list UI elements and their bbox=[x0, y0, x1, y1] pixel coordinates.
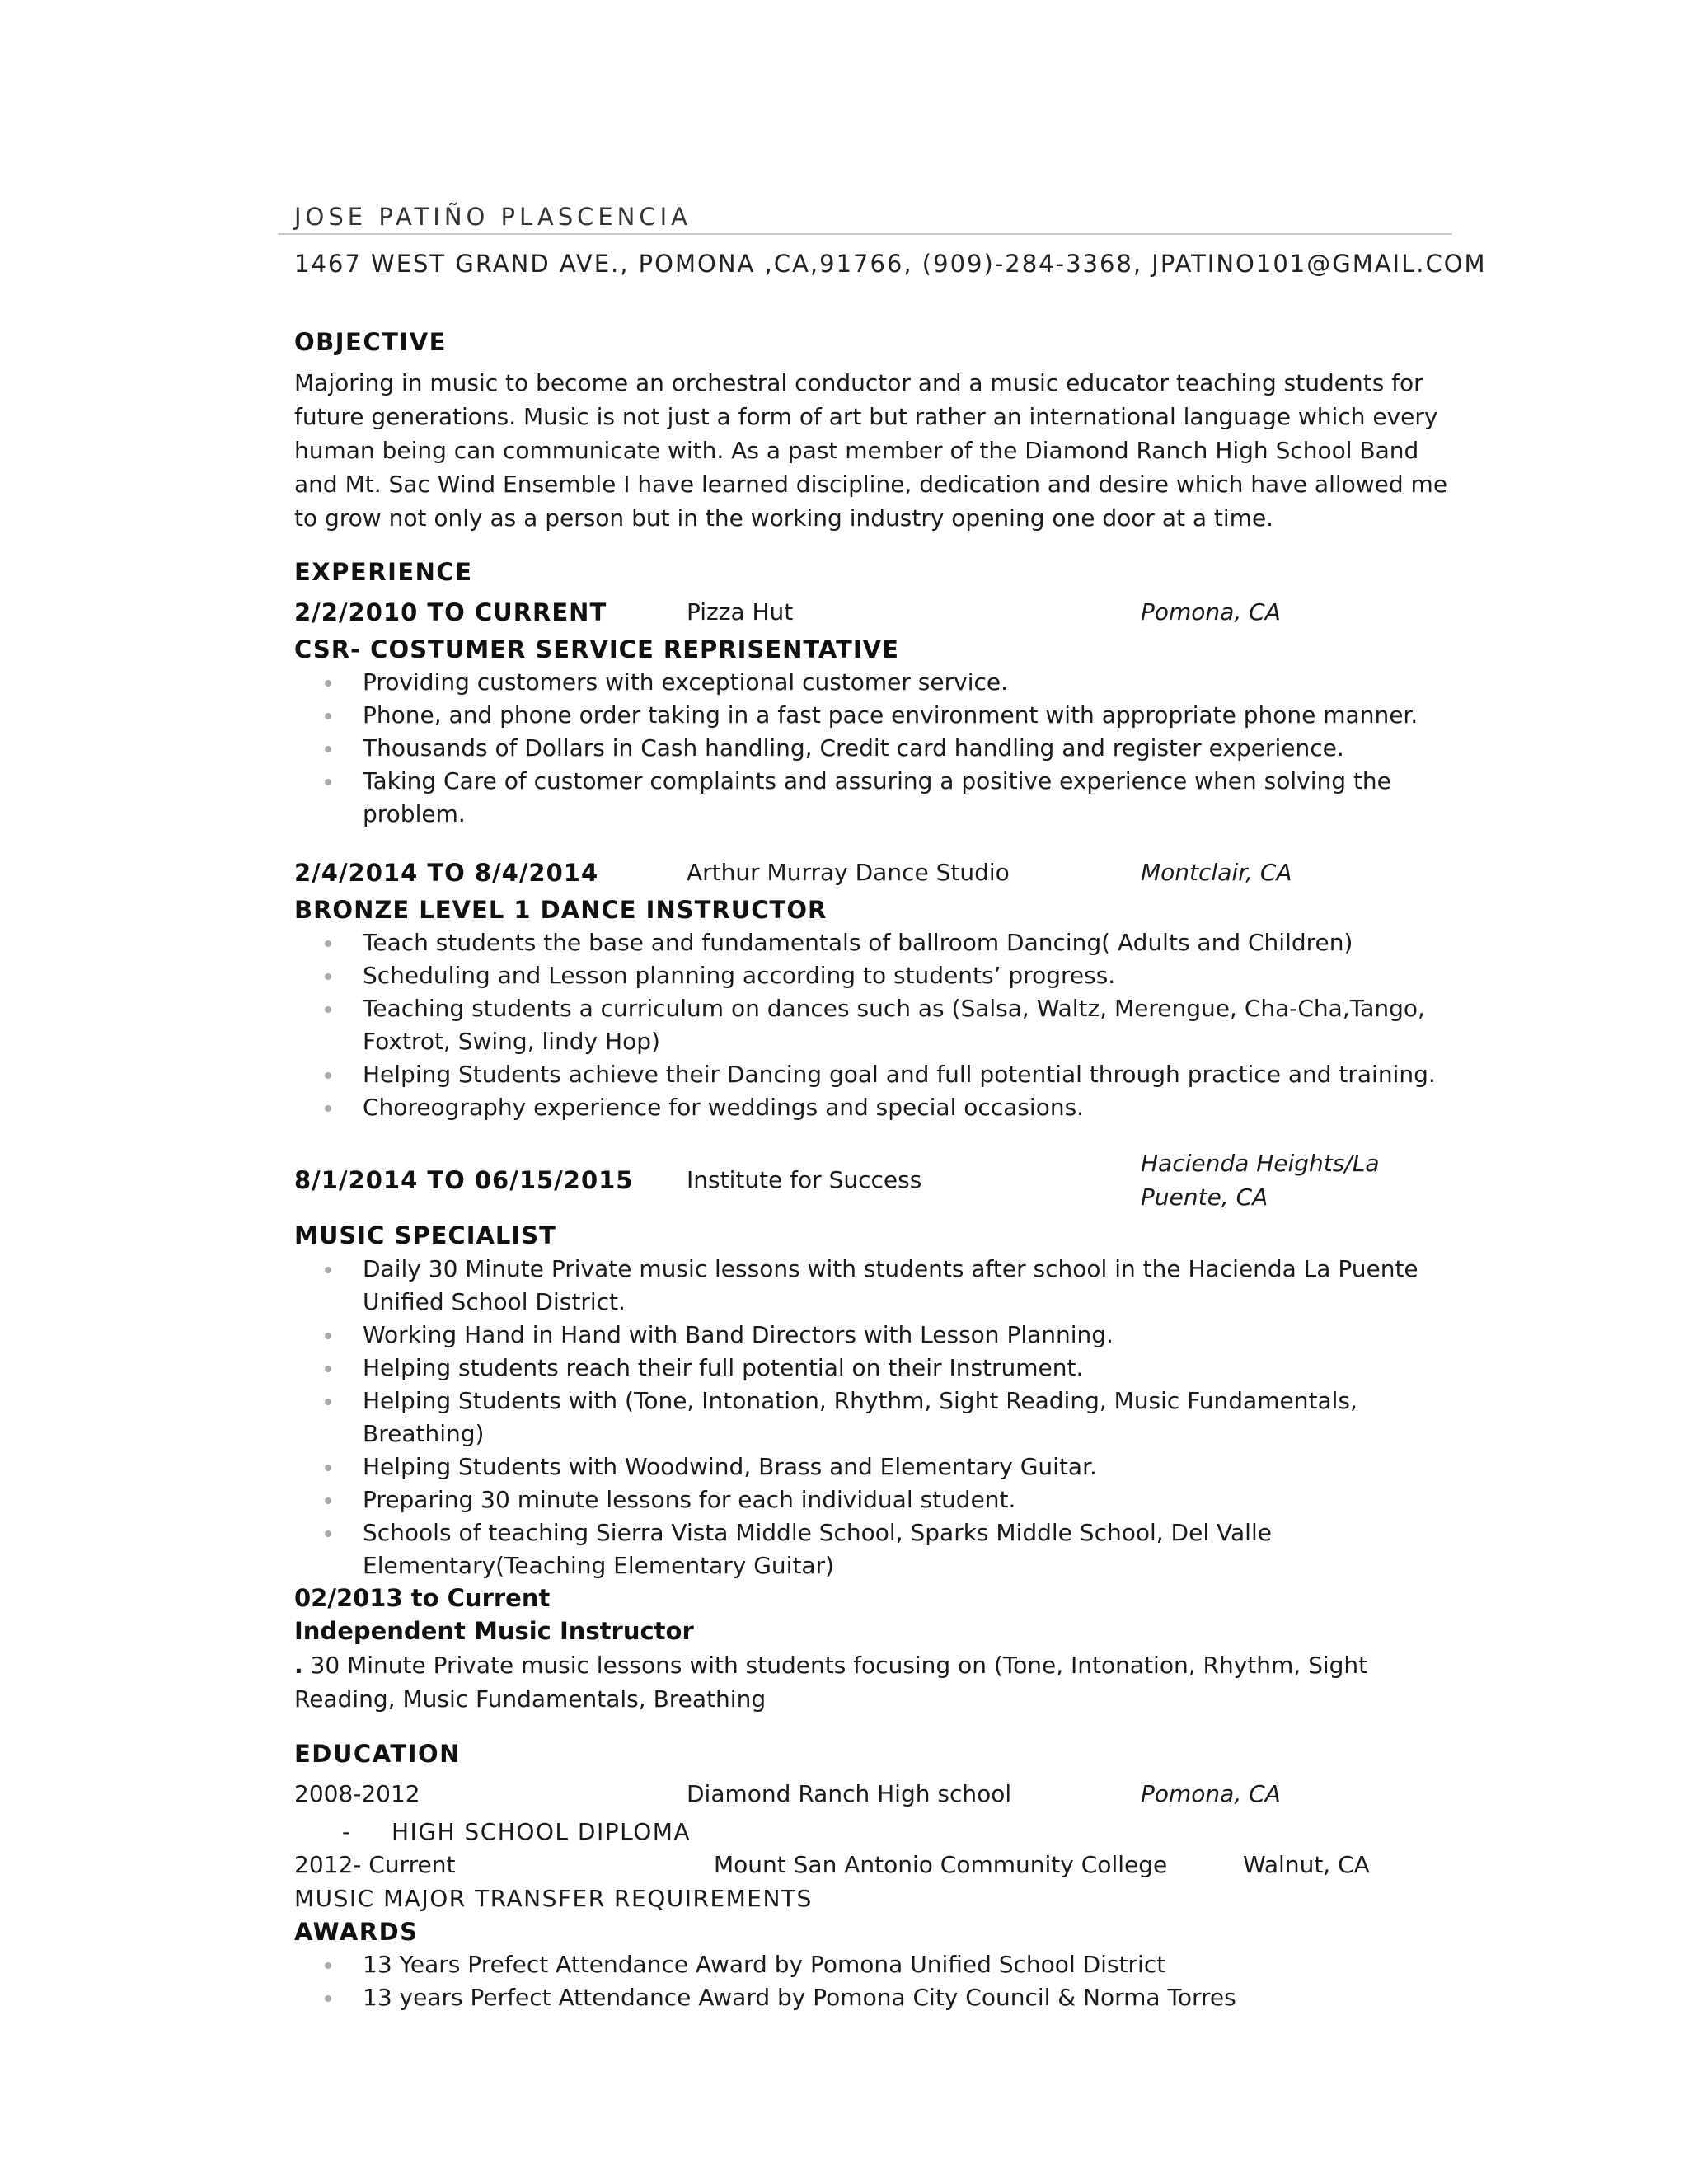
experience-heading: EXPERIENCE bbox=[294, 558, 473, 586]
bullet-icon bbox=[325, 1267, 331, 1273]
bullet-icon bbox=[325, 1530, 331, 1537]
list-item: Helping Students with (Tone, Intonation, Rhythm, Sight Reading, Music Fundamentals, Breathing) bbox=[294, 1385, 1434, 1451]
list-item: Helping Students achieve their Dancing goal and full potential through practice and training. bbox=[294, 1058, 1465, 1091]
bullet-icon bbox=[325, 973, 331, 980]
job-1-location: Pomona, CA bbox=[1141, 598, 1281, 626]
header-divider bbox=[278, 233, 1452, 235]
objective-heading: OBJECTIVE bbox=[294, 328, 447, 356]
list-item: Daily 30 Minute Private music lessons with students after school in the Hacienda La Puente Unified School District. bbox=[294, 1253, 1475, 1319]
bullet-icon bbox=[325, 1399, 331, 1405]
college-school: Mount San Antonio Community College bbox=[714, 1851, 1168, 1878]
bullet-icon bbox=[325, 680, 331, 687]
hs-dash: - bbox=[342, 1818, 351, 1845]
bullet-icon bbox=[325, 1333, 331, 1339]
job-1-title: CSR- COSTUMER SERVICE REPRISENTATIVE bbox=[294, 635, 899, 663]
job-3-company: Institute for Success bbox=[687, 1166, 922, 1193]
college-years: 2012- Current bbox=[294, 1851, 456, 1878]
list-item: Taking Care of customer complaints and assuring a positive experience when solving the problem. bbox=[294, 765, 1459, 831]
education-heading: EDUCATION bbox=[294, 1740, 461, 1768]
job-3-bullets bbox=[294, 1253, 1465, 1582]
hs-school: Diamond Ranch High school bbox=[687, 1780, 1012, 1807]
job-3-location-line1: Hacienda Heights/La bbox=[1141, 1150, 1380, 1177]
list-item: 13 years Perfect Attendance Award by Pomona City Council & Norma Torres bbox=[294, 1981, 1465, 2014]
list-item: Choreography experience for weddings and special occasions. bbox=[294, 1091, 1465, 1124]
job-2-company: Arthur Murray Dance Studio bbox=[687, 859, 1010, 886]
bullet-icon bbox=[325, 746, 331, 752]
independent-description: . 30 Minute Private music lessons with students focusing on (Tone, Intonation, Rhythm, Sight Reading, Music Fundamentals, Breathing bbox=[294, 1652, 1368, 1713]
bullet-icon bbox=[325, 1962, 331, 1969]
job-1-bullets bbox=[294, 666, 1465, 831]
job-2-dates: 2/4/2014 TO 8/4/2014 bbox=[294, 859, 599, 887]
job-3-location-line2: Puente, CA bbox=[1141, 1183, 1268, 1211]
bullet-icon bbox=[325, 940, 331, 947]
hs-years: 2008-2012 bbox=[294, 1780, 420, 1807]
bullet-icon bbox=[325, 1497, 331, 1504]
list-item: 13 Years Prefect Attendance Award by Pomona Unified School District bbox=[294, 1948, 1465, 1981]
list-item: Phone, and phone order taking in a fast pace environment with appropriate phone manner. bbox=[294, 699, 1465, 732]
list-item: Thousands of Dollars in Cash handling, Credit card handling and register experience. bbox=[294, 732, 1465, 765]
list-item: Working Hand in Hand with Band Directors with Lesson Planning. bbox=[294, 1319, 1465, 1352]
bullet-icon bbox=[325, 1366, 331, 1372]
job-3-title: MUSIC SPECIALIST bbox=[294, 1221, 556, 1249]
college-program: MUSIC MAJOR TRANSFER REQUIREMENTS bbox=[294, 1885, 813, 1912]
job-2-location: Montclair, CA bbox=[1141, 859, 1292, 886]
bullet-icon bbox=[325, 1105, 331, 1112]
list-item: Teach students the base and fundamentals of ballroom Dancing( Adults and Children) bbox=[294, 926, 1465, 959]
list-item: Helping students reach their full potential on their Instrument. bbox=[294, 1352, 1465, 1385]
hs-location: Pomona, CA bbox=[1141, 1780, 1281, 1807]
list-item: Helping Students with Woodwind, Brass and Elementary Guitar. bbox=[294, 1451, 1465, 1483]
college-location: Walnut, CA bbox=[1243, 1851, 1370, 1878]
bullet-icon bbox=[325, 713, 331, 719]
bullet-icon bbox=[325, 1072, 331, 1079]
independent-title: Independent Music Instructor bbox=[294, 1617, 694, 1645]
job-2-bullets bbox=[294, 926, 1465, 1124]
contact-info: 1467 WEST GRAND AVE., POMONA ,CA,91766, (909)-284-3368, JPATINO101@GMAIL.COM bbox=[294, 250, 1487, 278]
bullet-icon bbox=[325, 1995, 331, 2002]
list-item: Preparing 30 minute lessons for each individual student. bbox=[294, 1483, 1465, 1516]
job-1-company: Pizza Hut bbox=[687, 598, 794, 626]
job-2-title: BRONZE LEVEL 1 DANCE INSTRUCTOR bbox=[294, 896, 828, 924]
hs-diploma: HIGH SCHOOL DIPLOMA bbox=[392, 1818, 692, 1845]
bullet-icon bbox=[325, 779, 331, 785]
awards-heading: AWARDS bbox=[294, 1918, 419, 1946]
bullet-icon bbox=[325, 1006, 331, 1013]
list-item: Providing customers with exceptional customer service. bbox=[294, 666, 1465, 699]
awards-bullets bbox=[294, 1948, 1465, 2014]
list-item: Scheduling and Lesson planning according to students’ progress. bbox=[294, 959, 1465, 992]
bullet-icon bbox=[325, 1465, 331, 1471]
candidate-name: JOSE PATIÑO PLASCENCIA bbox=[294, 203, 692, 231]
independent-dates: 02/2013 to Current bbox=[294, 1584, 551, 1612]
job-3-dates: 8/1/2014 TO 06/15/2015 bbox=[294, 1166, 634, 1194]
list-item: Teaching students a curriculum on dances such as (Salsa, Waltz, Merengue, Cha-Cha,Tango, Foxtrot, Swing, lindy Hop) bbox=[294, 992, 1467, 1058]
objective-text: Majoring in music to become an orchestral conductor and a music educator teaching students for future generations. Music is not just a form of art but rather an international language which every human being can communicate with. As a past member of the Diamond Ranch High School Band and Mt. Sac Wind Ensemble I have learned discipline, dedication and desire which have allowed me to grow not only as a person but in the working industry opening one door at a time. bbox=[294, 369, 1448, 532]
job-1-dates: 2/2/2010 TO CURRENT bbox=[294, 598, 607, 626]
list-item: Schools of teaching Sierra Vista Middle School, Sparks Middle School, Del Valle Elementary(Teaching Elementary Guitar) bbox=[294, 1516, 1360, 1582]
